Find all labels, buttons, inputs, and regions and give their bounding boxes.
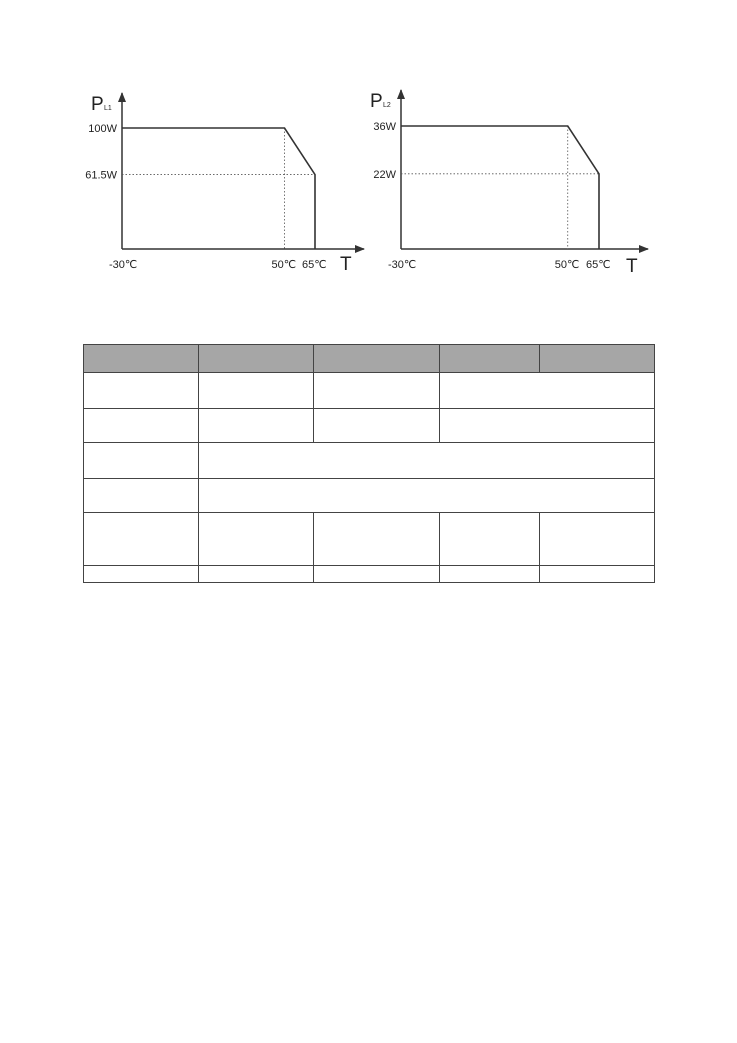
y-tick-label: 36W	[373, 121, 396, 133]
table-header-row	[84, 345, 655, 373]
x-tick-label: 65℃	[302, 259, 327, 271]
x-tick-label: -30℃	[388, 259, 417, 271]
table-cell	[199, 345, 314, 373]
table-cell	[199, 443, 655, 479]
table-cell	[540, 566, 655, 583]
x-axis-symbol: T	[340, 254, 352, 275]
y-tick-label: 61.5W	[85, 169, 117, 182]
chart-pl2	[370, 90, 648, 277]
table-cell	[84, 373, 199, 409]
table-cell	[314, 566, 440, 583]
x-axis-symbol: T	[626, 256, 638, 277]
table-row	[84, 373, 655, 409]
table-cell	[84, 566, 199, 583]
table-cell	[84, 479, 199, 513]
table-cell	[314, 345, 440, 373]
table-row	[84, 479, 655, 513]
y-axis-symbol: P	[91, 94, 104, 115]
y-axis-subscript: L2	[383, 102, 391, 109]
table-cell	[314, 409, 440, 443]
table-cell	[84, 345, 199, 373]
derating-curve	[401, 126, 599, 249]
table-cell	[199, 513, 314, 566]
table-cell	[84, 409, 199, 443]
x-tick-label: -30℃	[109, 259, 138, 271]
table-cell	[314, 513, 440, 566]
table-cell	[84, 443, 199, 479]
x-tick-label: 65℃	[586, 259, 611, 271]
y-tick-label: 22W	[373, 168, 396, 181]
table-cell	[199, 566, 314, 583]
y-axis-subscript: L1	[104, 105, 112, 112]
table-row	[84, 513, 655, 566]
table-cell	[314, 373, 440, 409]
table-cell	[199, 373, 314, 409]
table-cell	[440, 513, 540, 566]
table-cell	[540, 513, 655, 566]
table-cell	[84, 513, 199, 566]
y-tick-label: 100W	[88, 123, 117, 135]
table-cell	[440, 345, 540, 373]
table-cell	[199, 409, 314, 443]
table-cell	[199, 479, 655, 513]
chart-pl1	[85, 93, 364, 275]
table-row	[84, 566, 655, 583]
spec-table	[83, 344, 655, 583]
table-cell	[440, 409, 655, 443]
table-cell	[440, 566, 540, 583]
table-row	[84, 443, 655, 479]
x-tick-label: 50℃	[554, 259, 580, 271]
table-cell	[440, 373, 655, 409]
x-tick-label: 50℃	[271, 259, 297, 271]
derating-curve	[122, 128, 315, 249]
table-row	[84, 409, 655, 443]
table-cell	[540, 345, 655, 373]
derating-charts	[0, 0, 737, 300]
y-axis-symbol: P	[370, 91, 383, 112]
